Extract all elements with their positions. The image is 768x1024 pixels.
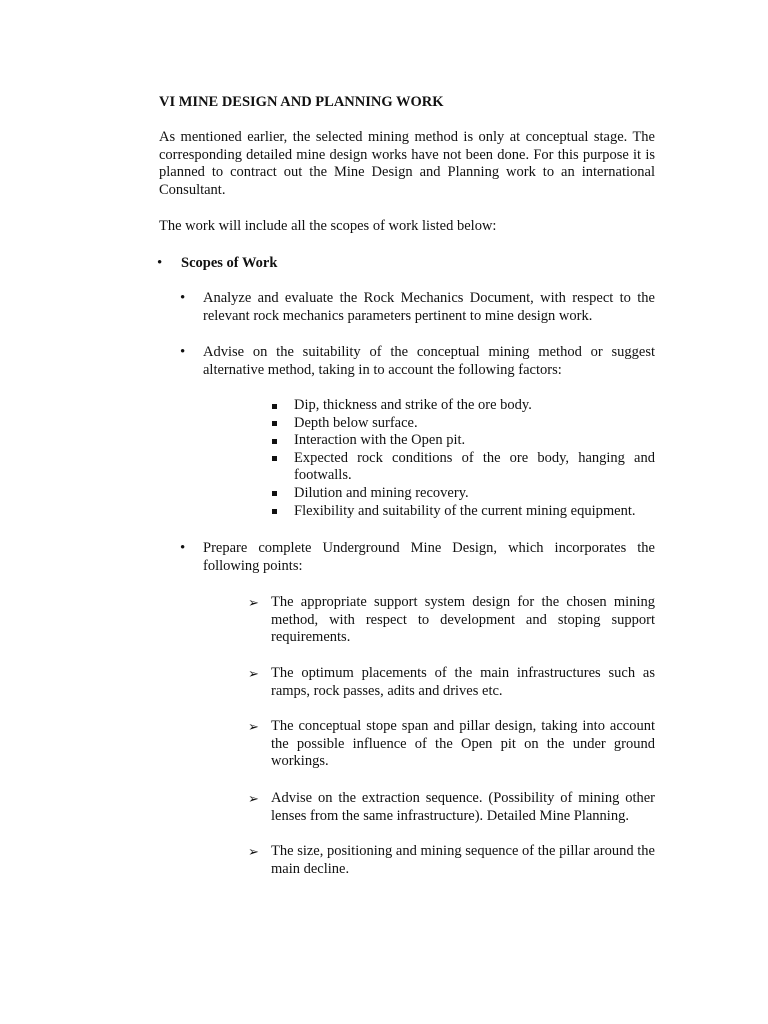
scopes-of-work-title: Scopes of Work bbox=[181, 255, 278, 271]
list-item: Flexibility and suitability of the current mining equipment. bbox=[272, 503, 655, 521]
square-bullet-icon bbox=[272, 491, 277, 496]
design-point-support-system: The appropriate support system design for the chosen mining method, with respect to development and stoping support requirements. bbox=[271, 594, 655, 646]
design-point-stope-pillar: The conceptual stope span and pillar design, taking into account the possible influence of the Open pit on the under ground workings. bbox=[271, 718, 655, 770]
bullet-icon: • bbox=[157, 255, 163, 271]
bullet-icon: • bbox=[180, 540, 186, 556]
square-bullet-icon bbox=[272, 509, 277, 514]
arrow-bullet-icon: ➢ bbox=[248, 791, 259, 806]
bullet-icon: • bbox=[180, 344, 186, 360]
design-point-infrastructure: The optimum placements of the main infrastructures such as ramps, rock passes, adits and drives etc. bbox=[271, 665, 655, 699]
design-point-extraction: Advise on the extraction sequence. (Possibility of mining other lenses from the same infrastructure). Detailed Mine Planning. bbox=[271, 790, 655, 824]
scope-item-mining-method: Advise on the suitability of the conceptual mining method or suggest alternative method, taking in to account the following factors: bbox=[203, 344, 655, 378]
section-heading: VI MINE DESIGN AND PLANNING WORK bbox=[159, 94, 444, 110]
arrow-bullet-icon: ➢ bbox=[248, 666, 259, 681]
factors-list bbox=[272, 397, 655, 520]
square-bullet-icon bbox=[272, 404, 277, 409]
square-bullet-icon bbox=[272, 439, 277, 444]
arrow-bullet-icon: ➢ bbox=[248, 719, 259, 734]
scope-intro-line: The work will include all the scopes of work listed below: bbox=[159, 218, 497, 234]
design-point-pillar-decline: The size, positioning and mining sequence of the pillar around the main decline. bbox=[271, 843, 655, 877]
square-bullet-icon bbox=[272, 421, 277, 426]
arrow-bullet-icon: ➢ bbox=[248, 595, 259, 610]
list-item: Dilution and mining recovery. bbox=[272, 485, 655, 503]
list-item: Expected rock conditions of the ore body, hanging and footwalls. bbox=[272, 450, 655, 485]
square-bullet-icon bbox=[272, 456, 277, 461]
intro-paragraph: As mentioned earlier, the selected mining method is only at conceptual stage. The corresponding detailed mine design works have not been done. For this purpose it is planned to contract out the Mine Design and Planning work to an international Consultant. bbox=[159, 129, 655, 198]
arrow-bullet-icon: ➢ bbox=[248, 844, 259, 859]
list-item: Interaction with the Open pit. bbox=[272, 432, 655, 450]
bullet-icon: • bbox=[180, 290, 186, 306]
scope-item-underground-design: Prepare complete Underground Mine Design, which incorporates the following points: bbox=[203, 540, 655, 574]
list-item: Depth below surface. bbox=[272, 415, 655, 433]
scope-item-rock-mechanics: Analyze and evaluate the Rock Mechanics Document, with respect to the relevant rock mechanics parameters pertinent to mine design work. bbox=[203, 290, 655, 324]
list-item: Dip, thickness and strike of the ore body. bbox=[272, 397, 655, 415]
